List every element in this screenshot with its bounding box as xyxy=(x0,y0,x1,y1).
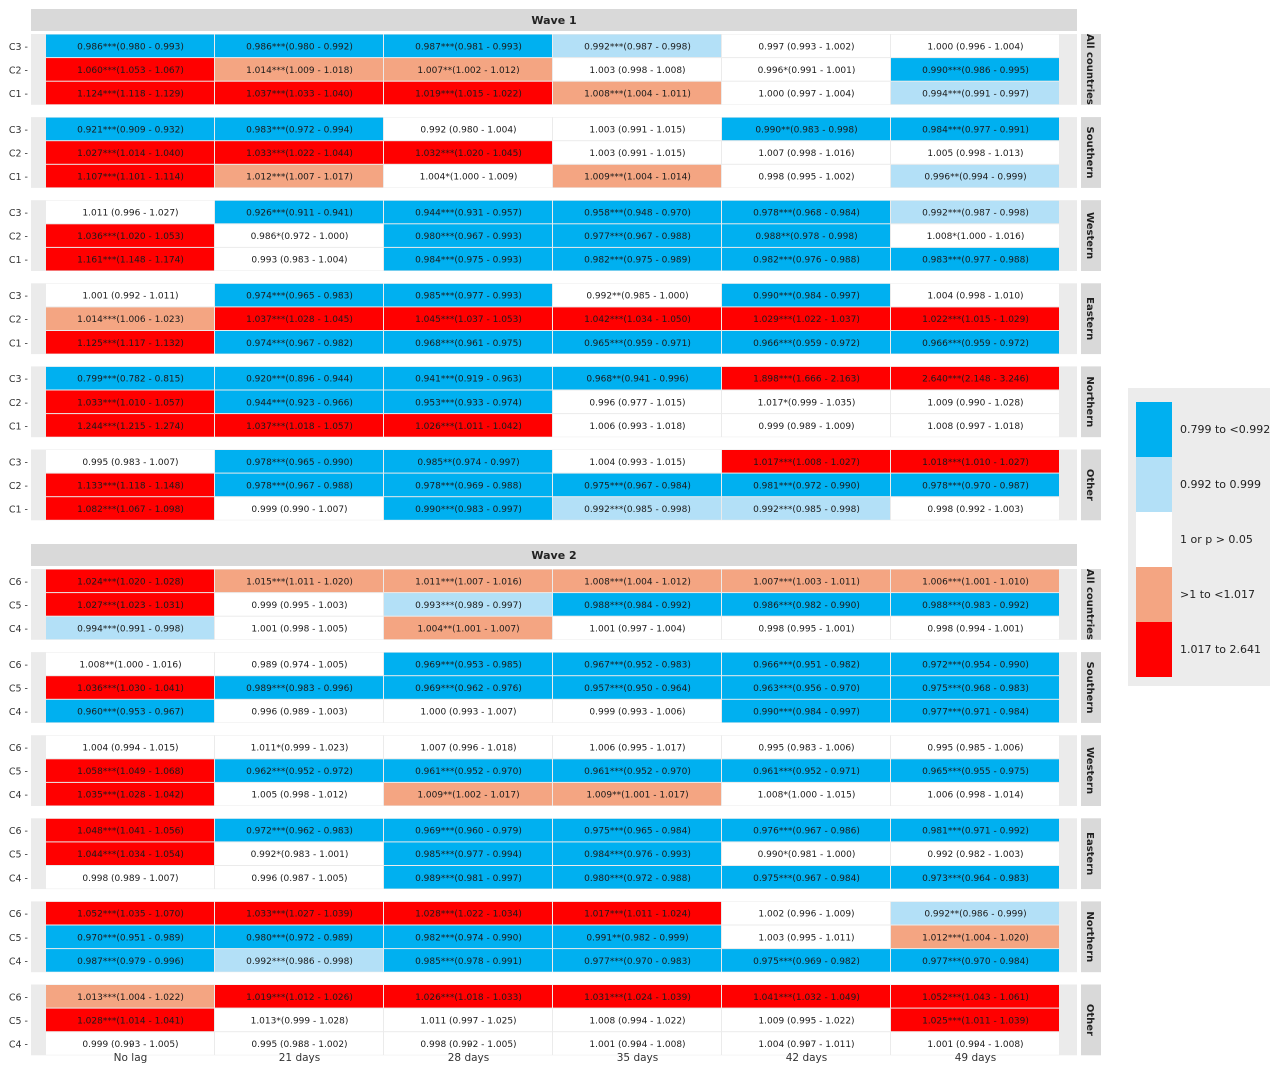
cell-label: 0.961***(0.952 - 0.970) xyxy=(584,767,691,778)
cell-label: 0.998 (0.992 - 1.003) xyxy=(927,505,1024,515)
legend-label: 0.992 to 0.999 xyxy=(1180,478,1262,491)
cell-label: 0.996*(0.991 - 1.001) xyxy=(757,65,856,76)
cell-label: 1.013*(0.999 - 1.028) xyxy=(250,1016,349,1027)
cell-label: 0.990***(0.983 - 0.997) xyxy=(415,505,522,515)
cell-label: 0.995 (0.983 - 1.007) xyxy=(82,457,179,468)
cell-label: 1.019***(1.012 - 1.026) xyxy=(246,992,353,1003)
row-label: C5 - xyxy=(8,683,28,695)
cell-label: 1.037***(1.028 - 1.045) xyxy=(246,315,353,326)
cell-label: 1.006 (0.995 - 1.017) xyxy=(589,743,686,754)
cell-label: 0.966***(0.959 - 0.972) xyxy=(922,338,1029,349)
row-label: C1 - xyxy=(8,504,28,516)
cell-label: 0.992 (0.982 - 1.003) xyxy=(927,850,1024,861)
x-tick-label: 49 days xyxy=(954,1052,997,1064)
row-label: C6 - xyxy=(8,992,28,1004)
cell-label: 0.960***(0.953 - 0.967) xyxy=(77,707,184,718)
cell-label: 0.968**(0.941 - 0.996) xyxy=(586,374,689,385)
cell-label: 1.000 (0.997 - 1.004) xyxy=(758,89,855,100)
cell-label: 1.161***(1.148 - 1.174) xyxy=(77,255,184,266)
cell-label: 0.995 (0.988 - 1.002) xyxy=(251,1040,348,1050)
cell-label: 0.974***(0.967 - 0.982) xyxy=(246,338,353,349)
cell-label: 1.000 (0.996 - 1.004) xyxy=(927,42,1024,53)
cell-label: 0.990***(0.984 - 0.997) xyxy=(753,291,860,302)
cell-label: 0.975***(0.967 - 0.984) xyxy=(753,873,860,884)
cell-label: 0.998 (0.989 - 1.007) xyxy=(82,873,179,884)
row-label: C3 - xyxy=(8,208,28,219)
cell-label: 0.998 (0.995 - 1.002) xyxy=(758,172,855,183)
legend-entry xyxy=(1136,567,1266,622)
region-label: Eastern xyxy=(1084,832,1095,876)
legend-label: >1 to <1.017 xyxy=(1180,588,1255,601)
cell-label: 0.961***(0.952 - 0.971) xyxy=(753,767,860,778)
row-label: C4 - xyxy=(8,1039,28,1051)
legend-swatch xyxy=(1136,567,1172,622)
cell-label: 1.107***(1.101 - 1.114) xyxy=(77,172,184,183)
cell-label: 1.026***(1.011 - 1.042) xyxy=(415,421,522,432)
row-label: C1 - xyxy=(8,89,28,100)
cell-label: 1.001 (0.997 - 1.004) xyxy=(589,624,686,635)
row-label: C5 - xyxy=(8,766,28,778)
cell-label: 0.968***(0.961 - 0.975) xyxy=(415,338,522,349)
cell-label: 1.006 (0.998 - 1.014) xyxy=(927,790,1024,801)
cell-label: 0.992***(0.987 - 0.998) xyxy=(584,42,691,53)
row-label: C4 - xyxy=(8,790,28,802)
cell-label: 0.989 (0.974 - 1.005) xyxy=(251,660,348,671)
cell-label: 1.060***(1.053 - 1.067) xyxy=(77,65,184,76)
cell-label: 0.974***(0.965 - 0.983) xyxy=(246,291,353,302)
cell-label: 0.985***(0.978 - 0.991) xyxy=(415,956,522,967)
cell-label: 0.989***(0.981 - 0.997) xyxy=(415,873,522,884)
cell-label: 2.640***(2.148 - 3.246) xyxy=(922,374,1029,385)
cell-label: 0.976***(0.967 - 0.986) xyxy=(753,826,860,837)
row-label: C1 - xyxy=(8,172,28,184)
cell-label: 0.978***(0.970 - 0.987) xyxy=(922,481,1029,492)
cell-label: 1.008 (0.994 - 1.022) xyxy=(589,1016,686,1027)
cell-label: 0.972***(0.954 - 0.990) xyxy=(922,660,1029,671)
legend-label: 1 or p > 0.05 xyxy=(1180,533,1253,546)
cell-label: 0.995 (0.983 - 1.006) xyxy=(758,743,855,754)
cell-label: 0.986***(0.980 - 0.993) xyxy=(77,42,184,53)
cell-label: 1.045***(1.037 - 1.053) xyxy=(415,315,522,326)
cell-label: 1.009***(1.004 - 1.014) xyxy=(584,172,691,183)
legend-entry xyxy=(1136,622,1266,677)
cell-label: 1.009 (0.990 - 1.028) xyxy=(927,398,1024,409)
cell-label: 1.008**(1.000 - 1.016) xyxy=(79,660,182,671)
cell-label: 0.982***(0.976 - 0.988) xyxy=(753,255,860,266)
cell-label: 1.052***(1.035 - 1.070) xyxy=(77,909,184,920)
cell-label: 0.980***(0.972 - 0.989) xyxy=(246,933,353,944)
x-tick-label: 21 days xyxy=(278,1052,321,1064)
cell-label: 0.990***(0.986 - 0.995) xyxy=(922,65,1029,76)
cell-label: 1.028***(1.014 - 1.041) xyxy=(77,1016,184,1027)
cell-label: 1.007 (0.998 - 1.016) xyxy=(758,149,855,159)
cell-label: 0.994***(0.991 - 0.997) xyxy=(922,89,1029,100)
cell-label: 0.992*(0.983 - 1.001) xyxy=(250,850,349,861)
cell-label: 1.001 (0.992 - 1.011) xyxy=(82,291,179,302)
legend-label: 1.017 to 2.641 xyxy=(1180,643,1262,656)
cell-label: 0.975***(0.967 - 0.984) xyxy=(584,481,691,492)
region-label: All countries xyxy=(1084,568,1095,640)
row-label: C5 - xyxy=(8,932,28,944)
cell-label: 0.999 (0.993 - 1.005) xyxy=(82,1040,179,1050)
cell-label: 1.058***(1.049 - 1.068) xyxy=(77,767,184,778)
x-tick-label: 28 days xyxy=(447,1052,490,1064)
cell-label: 1.036***(1.020 - 1.053) xyxy=(77,232,184,243)
cell-label: 0.970***(0.951 - 0.989) xyxy=(77,933,184,944)
cell-label: 0.984***(0.975 - 0.993) xyxy=(415,255,522,266)
row-label: C4 - xyxy=(8,624,28,635)
cell-label: 0.944***(0.931 - 0.957) xyxy=(415,208,522,219)
cell-label: 0.984***(0.976 - 0.993) xyxy=(584,850,691,861)
cell-label: 1.011*(0.999 - 1.023) xyxy=(250,743,349,754)
cell-label: 0.978***(0.967 - 0.988) xyxy=(246,481,353,492)
row-label: C6 - xyxy=(8,826,28,838)
cell-label: 0.990**(0.983 - 0.998) xyxy=(755,125,858,136)
cell-label: 1.082***(1.067 - 1.098) xyxy=(77,505,184,515)
cell-label: 1.036***(1.030 - 1.041) xyxy=(77,684,184,694)
cell-label: 1.027***(1.014 - 1.040) xyxy=(77,149,184,159)
cell-label: 0.921***(0.909 - 0.932) xyxy=(77,125,184,136)
cell-label: 1.012***(1.004 - 1.020) xyxy=(922,933,1029,944)
cell-label: 1.014***(1.009 - 1.018) xyxy=(246,65,353,76)
cell-label: 1.015***(1.011 - 1.020) xyxy=(246,577,353,588)
cell-label: 0.941***(0.919 - 0.963) xyxy=(415,374,522,385)
cell-label: 0.998 (0.994 - 1.001) xyxy=(927,624,1024,635)
cell-label: 0.969***(0.953 - 0.985) xyxy=(415,660,522,671)
row-label: C5 - xyxy=(8,1015,28,1027)
cell-label: 0.992 (0.980 - 1.004) xyxy=(420,125,517,136)
cell-label: 0.999 (0.990 - 1.007) xyxy=(251,505,348,515)
row-label: C6 - xyxy=(8,909,28,921)
cell-label: 0.985***(0.977 - 0.993) xyxy=(415,291,522,302)
region-label: Northern xyxy=(1084,376,1095,428)
wave-title: Wave 2 xyxy=(531,549,577,562)
cell-label: 0.992***(0.987 - 0.998) xyxy=(922,208,1029,219)
cell-label: 0.958***(0.948 - 0.970) xyxy=(584,208,691,219)
cell-label: 1.017***(1.011 - 1.024) xyxy=(584,909,691,920)
cell-label: 1.011 (0.997 - 1.025) xyxy=(420,1016,517,1027)
legend-swatch xyxy=(1136,512,1172,567)
cell-label: 0.953***(0.933 - 0.974) xyxy=(415,398,522,409)
cell-label: 0.969***(0.962 - 0.976) xyxy=(415,684,522,694)
cell-label: 1.003 (0.991 - 1.015) xyxy=(589,149,686,159)
cell-label: 0.991**(0.982 - 0.999) xyxy=(586,933,689,944)
cell-label: 0.981***(0.972 - 0.990) xyxy=(753,481,860,492)
cell-label: 0.973***(0.964 - 0.983) xyxy=(922,873,1029,884)
region-label: All countries xyxy=(1084,33,1095,105)
region-label: Western xyxy=(1084,747,1095,795)
region-label: Western xyxy=(1084,212,1095,260)
legend-entry xyxy=(1136,512,1266,567)
cell-label: 1.006***(1.001 - 1.010) xyxy=(922,577,1029,588)
cell-label: 1.003 (0.995 - 1.011) xyxy=(758,933,855,944)
cell-label: 0.965***(0.955 - 0.975) xyxy=(922,767,1029,778)
region-label: Other xyxy=(1084,468,1095,501)
cell-label: 0.962***(0.952 - 0.972) xyxy=(246,767,353,778)
cell-label: 1.124***(1.118 - 1.129) xyxy=(77,89,184,100)
cell-label: 1.001 (0.998 - 1.005) xyxy=(251,624,348,635)
cell-label: 1.014***(1.006 - 1.023) xyxy=(77,315,184,326)
cell-label: 1.042***(1.034 - 1.050) xyxy=(584,315,691,326)
cell-label: 0.988***(0.983 - 0.992) xyxy=(922,600,1029,611)
cell-label: 1.026***(1.018 - 1.033) xyxy=(415,992,522,1003)
cell-label: 0.987***(0.981 - 0.993) xyxy=(415,42,522,53)
cell-label: 0.978***(0.965 - 0.990) xyxy=(246,457,353,468)
row-label: C4 - xyxy=(8,707,28,719)
cell-label: 0.977***(0.970 - 0.984) xyxy=(922,956,1029,967)
cell-label: 1.013***(1.004 - 1.022) xyxy=(77,992,184,1003)
cell-label: 0.978***(0.968 - 0.984) xyxy=(753,208,860,219)
cell-label: 1.009**(1.001 - 1.017) xyxy=(586,790,689,801)
cell-label: 0.982***(0.974 - 0.990) xyxy=(415,933,522,944)
cell-label: 0.975***(0.969 - 0.982) xyxy=(753,956,860,967)
cell-label: 0.980***(0.972 - 0.988) xyxy=(584,873,691,884)
row-label: C4 - xyxy=(8,956,28,968)
cell-label: 0.982***(0.975 - 0.989) xyxy=(584,255,691,266)
row-label: C2 - xyxy=(8,397,28,409)
cell-label: 0.966***(0.951 - 0.982) xyxy=(753,660,860,671)
cell-label: 1.000 (0.993 - 1.007) xyxy=(420,707,517,718)
row-label: C1 - xyxy=(8,255,28,267)
cell-label: 1.052***(1.043 - 1.061) xyxy=(922,992,1029,1003)
row-label: C6 - xyxy=(8,659,28,671)
cell-label: 0.997 (0.993 - 1.002) xyxy=(758,42,855,53)
cell-label: 0.996 (0.989 - 1.003) xyxy=(251,707,348,718)
region-label: Northern xyxy=(1084,911,1095,963)
cell-label: 0.992***(0.986 - 0.998) xyxy=(246,956,353,967)
cell-label: 1.004 (0.993 - 1.015) xyxy=(589,457,686,468)
cell-label: 0.920***(0.896 - 0.944) xyxy=(246,374,353,385)
cell-label: 1.011***(1.007 - 1.016) xyxy=(415,577,522,588)
legend xyxy=(1128,388,1270,686)
legend-entry xyxy=(1136,402,1271,457)
cell-label: 0.995 (0.985 - 1.006) xyxy=(927,743,1024,754)
cell-label: 1.002 (0.996 - 1.009) xyxy=(758,909,855,920)
cell-label: 1.037***(1.033 - 1.040) xyxy=(246,89,353,100)
cell-label: 0.992***(0.985 - 0.998) xyxy=(753,505,860,515)
row-label: C2 - xyxy=(8,65,28,77)
cell-label: 1.133***(1.118 - 1.148) xyxy=(77,481,184,492)
cell-label: 1.028***(1.022 - 1.034) xyxy=(415,909,522,920)
cell-label: 1.032***(1.020 - 1.045) xyxy=(415,149,522,159)
cell-label: 0.986***(0.980 - 0.992) xyxy=(246,42,353,53)
cell-label: 1.007 (0.996 - 1.018) xyxy=(420,743,517,754)
cell-label: 0.977***(0.970 - 0.983) xyxy=(584,956,691,967)
cell-label: 0.996 (0.987 - 1.005) xyxy=(251,873,348,884)
x-tick-label: 42 days xyxy=(785,1052,828,1064)
cell-label: 1.033***(1.022 - 1.044) xyxy=(246,149,353,159)
cell-label: 0.983***(0.977 - 0.988) xyxy=(922,255,1029,266)
row-label: C1 - xyxy=(8,338,28,350)
cell-label: 1.004 (0.997 - 1.011) xyxy=(758,1040,855,1050)
row-label: C2 - xyxy=(8,314,28,326)
cell-label: 1.009 (0.995 - 1.022) xyxy=(758,1016,855,1027)
cell-label: 1.019***(1.015 - 1.022) xyxy=(415,89,522,100)
cell-label: 1.033***(1.010 - 1.057) xyxy=(77,398,184,409)
cell-label: 0.985***(0.977 - 0.994) xyxy=(415,850,522,861)
cell-label: 0.980***(0.967 - 0.993) xyxy=(415,232,522,243)
cell-label: 1.035***(1.028 - 1.042) xyxy=(77,790,184,801)
cell-label: 1.011 (0.996 - 1.027) xyxy=(82,208,179,219)
cell-label: 0.987***(0.979 - 0.996) xyxy=(77,956,184,967)
row-label: C6 - xyxy=(8,576,28,588)
cell-label: 0.978***(0.969 - 0.988) xyxy=(415,481,522,492)
cell-label: 1.017***(1.008 - 1.027) xyxy=(753,457,860,468)
region-label: Southern xyxy=(1084,126,1095,179)
region-label: Other xyxy=(1084,1003,1095,1036)
cell-label: 0.989***(0.983 - 0.996) xyxy=(246,684,353,694)
cell-label: 0.996 (0.977 - 1.015) xyxy=(589,398,686,409)
cell-label: 0.988**(0.978 - 0.998) xyxy=(755,232,858,243)
cell-label: 1.007**(1.002 - 1.012) xyxy=(417,65,520,76)
cell-label: 1.001 (0.994 - 1.008) xyxy=(927,1040,1024,1050)
cell-label: 1.044***(1.034 - 1.054) xyxy=(77,850,184,861)
cell-label: 1.005 (0.998 - 1.012) xyxy=(251,790,348,801)
region-label: Eastern xyxy=(1084,297,1095,341)
cell-label: 0.996**(0.994 - 0.999) xyxy=(924,172,1027,183)
cell-label: 0.977***(0.971 - 0.984) xyxy=(922,707,1029,718)
cell-label: 0.988***(0.984 - 0.992) xyxy=(584,600,691,611)
cell-label: 1.003 (0.998 - 1.008) xyxy=(589,65,686,76)
row-label: C3 - xyxy=(8,41,28,53)
cell-label: 1.018***(1.010 - 1.027) xyxy=(922,457,1029,468)
cell-label: 0.984***(0.977 - 0.991) xyxy=(922,125,1029,136)
cell-label: 0.981***(0.971 - 0.992) xyxy=(922,826,1029,837)
cell-label: 0.961***(0.952 - 0.970) xyxy=(415,767,522,778)
cell-label: 1.009**(1.002 - 1.017) xyxy=(417,790,520,801)
cell-label: 1.041***(1.032 - 1.049) xyxy=(753,992,860,1003)
cell-label: 1.008 (0.997 - 1.018) xyxy=(927,421,1024,432)
legend-entry xyxy=(1136,457,1266,512)
cell-label: 1.022***(1.015 - 1.029) xyxy=(922,315,1029,326)
cell-label: 0.990***(0.984 - 0.997) xyxy=(753,707,860,718)
cell-label: 1.008***(1.004 - 1.011) xyxy=(584,89,691,100)
cell-label: 1.012***(1.007 - 1.017) xyxy=(246,172,353,183)
row-label: C2 - xyxy=(8,480,28,492)
legend-swatch xyxy=(1136,457,1172,512)
cell-label: 0.992***(0.985 - 0.998) xyxy=(584,505,691,515)
cell-label: 0.975***(0.968 - 0.983) xyxy=(922,684,1029,694)
cell-label: 0.799***(0.782 - 0.815) xyxy=(77,374,184,385)
legend-swatch xyxy=(1136,622,1172,677)
cell-label: 1.001 (0.994 - 1.008) xyxy=(589,1040,686,1050)
legend-swatch xyxy=(1136,402,1172,457)
cell-label: 0.998 (0.995 - 1.001) xyxy=(758,624,855,635)
wave-title: Wave 1 xyxy=(531,14,577,27)
cell-label: 1.004 (0.994 - 1.015) xyxy=(82,743,179,754)
x-tick-label: 35 days xyxy=(616,1052,659,1064)
cell-label: 1.031***(1.024 - 1.039) xyxy=(584,992,691,1003)
cell-label: 0.985**(0.974 - 0.997) xyxy=(417,457,520,468)
cell-label: 1.029***(1.022 - 1.037) xyxy=(753,315,860,326)
cell-label: 0.990*(0.981 - 1.000) xyxy=(757,850,856,861)
row-label: C2 - xyxy=(8,231,28,243)
cell-label: 0.926***(0.911 - 0.941) xyxy=(246,208,353,219)
cell-label: 1.008*(1.000 - 1.015) xyxy=(757,790,856,801)
row-label: C5 - xyxy=(8,849,28,861)
cell-label: 1.025***(1.011 - 1.039) xyxy=(922,1016,1029,1027)
cell-label: 0.992**(0.985 - 1.000) xyxy=(586,291,689,302)
row-label: C3 - xyxy=(8,374,28,386)
cell-label: 1.008*(1.000 - 1.016) xyxy=(926,232,1025,243)
cell-label: 1.027***(1.023 - 1.031) xyxy=(77,600,184,611)
cell-label: 1.004**(1.001 - 1.007) xyxy=(417,624,520,635)
cell-label: 1.037***(1.018 - 1.057) xyxy=(246,421,353,432)
cell-label: 0.975***(0.965 - 0.984) xyxy=(584,826,691,837)
cell-label: 0.966***(0.959 - 0.972) xyxy=(753,338,860,349)
cell-label: 1.006 (0.993 - 1.018) xyxy=(589,421,686,432)
cell-label: 0.983***(0.972 - 0.994) xyxy=(246,125,353,136)
cell-label: 0.999 (0.993 - 1.006) xyxy=(589,707,686,718)
cell-label: 0.963***(0.956 - 0.970) xyxy=(753,684,860,694)
row-label: C3 - xyxy=(8,457,28,469)
row-label: C1 - xyxy=(8,421,28,433)
cell-label: 0.986*(0.972 - 1.000) xyxy=(250,232,349,243)
cell-label: 0.992**(0.986 - 0.999) xyxy=(924,909,1027,920)
cell-label: 0.998 (0.992 - 1.005) xyxy=(420,1040,517,1050)
cell-label: 1.004*(1.000 - 1.009) xyxy=(419,172,518,183)
cell-label: 0.965***(0.959 - 0.971) xyxy=(584,338,691,349)
cell-label: 0.999 (0.989 - 1.009) xyxy=(758,421,855,432)
cell-label: 0.994***(0.991 - 0.998) xyxy=(77,624,184,635)
row-label: C5 - xyxy=(8,600,28,612)
region-label: Southern xyxy=(1084,661,1095,714)
cell-label: 0.993***(0.989 - 0.997) xyxy=(415,600,522,611)
cell-label: 0.986***(0.982 - 0.990) xyxy=(753,600,860,611)
cell-label: 1.007***(1.003 - 1.011) xyxy=(753,577,860,588)
cell-label: 1.048***(1.041 - 1.056) xyxy=(77,826,184,837)
row-label: C3 - xyxy=(8,124,28,136)
cell-label: 0.977***(0.967 - 0.988) xyxy=(584,232,691,243)
cell-label: 1.003 (0.991 - 1.015) xyxy=(589,125,686,136)
cell-label: 1.244***(1.215 - 1.274) xyxy=(77,421,184,432)
cell-label: 0.993 (0.983 - 1.004) xyxy=(251,255,348,266)
cell-label: 1.004 (0.998 - 1.010) xyxy=(927,291,1024,302)
cell-label: 0.972***(0.962 - 0.983) xyxy=(246,826,353,837)
x-tick-label: No lag xyxy=(113,1052,148,1064)
row-label: C2 - xyxy=(8,148,28,160)
cell-label: 1.017*(0.999 - 1.035) xyxy=(757,398,856,409)
cell-label: 1.005 (0.998 - 1.013) xyxy=(927,149,1024,159)
cell-label: 1.008***(1.004 - 1.012) xyxy=(584,577,691,588)
cell-label: 0.969***(0.960 - 0.979) xyxy=(415,826,522,837)
legend-label: 0.799 to <0.992 xyxy=(1180,423,1271,436)
cell-label: 0.967***(0.952 - 0.983) xyxy=(584,660,691,671)
cell-label: 0.944***(0.923 - 0.966) xyxy=(246,398,353,409)
cell-label: 1.125***(1.117 - 1.132) xyxy=(77,338,184,349)
cell-label: 0.957***(0.950 - 0.964) xyxy=(584,684,691,694)
row-label: C6 - xyxy=(8,743,28,754)
cell-label: 0.999 (0.995 - 1.003) xyxy=(251,600,348,611)
row-label: C4 - xyxy=(8,873,28,885)
row-label: C3 - xyxy=(8,291,28,303)
cell-label: 1.024***(1.020 - 1.028) xyxy=(77,577,184,588)
cell-label: 1.898***(1.666 - 2.163) xyxy=(753,374,860,385)
cell-label: 1.033***(1.027 - 1.039) xyxy=(246,909,353,920)
